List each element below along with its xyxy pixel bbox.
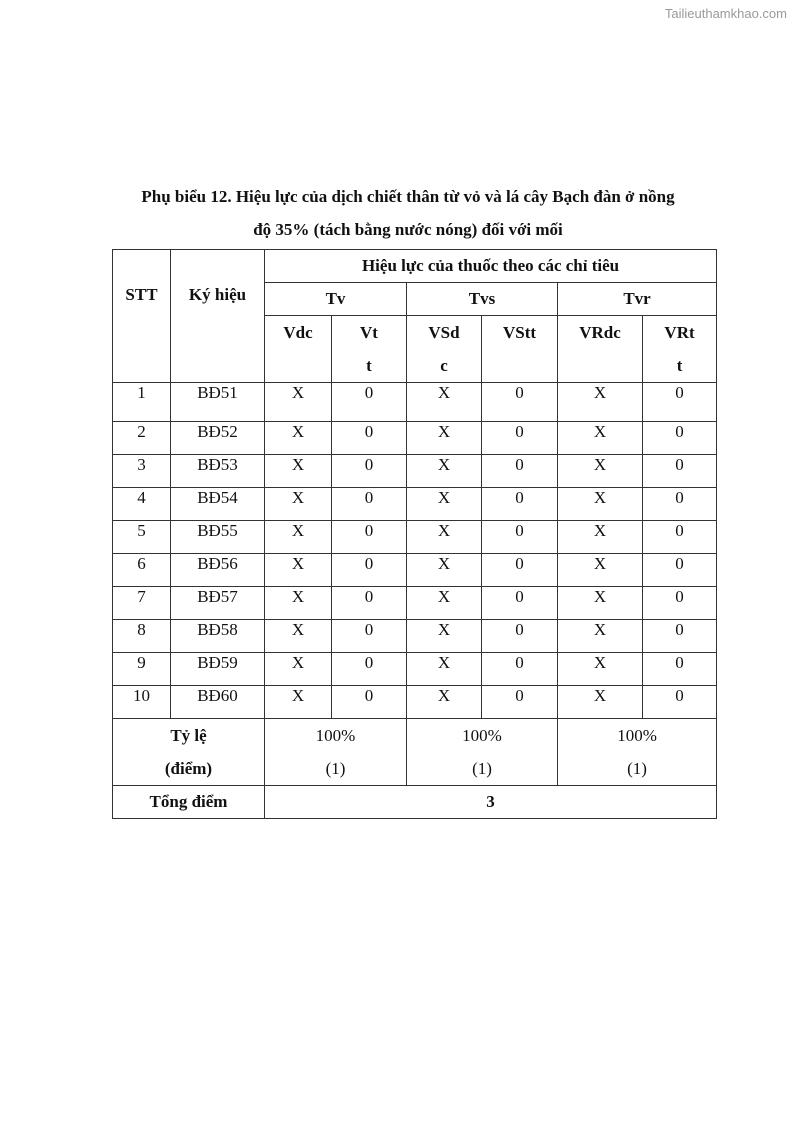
table-row (113, 587, 717, 620)
ratio-row (113, 719, 717, 786)
cell-vrtt: 0 (643, 686, 717, 719)
cell-vsdc: X (407, 587, 482, 620)
cell-vtt: 0 (332, 422, 407, 455)
cell-vtt: 0 (332, 554, 407, 587)
cell-stt: 7 (113, 587, 171, 620)
cell-vrdc: X (558, 455, 643, 488)
cell-vrdc: X (558, 521, 643, 554)
cell-code: BĐ53 (171, 455, 265, 488)
cell-code: BĐ58 (171, 620, 265, 653)
cell-vstt: 0 (482, 422, 558, 455)
cell-vdc: X (265, 383, 332, 422)
cell-vdc: X (265, 587, 332, 620)
cell-vrtt: 0 (643, 488, 717, 521)
cell-vdc: X (265, 521, 332, 554)
cell-vrdc: X (558, 488, 643, 521)
cell-vstt: 0 (482, 620, 558, 653)
cell-code: BĐ51 (171, 383, 265, 422)
cell-vrdc: X (558, 383, 643, 422)
cell-vstt: 0 (482, 587, 558, 620)
cell-vsdc: X (407, 686, 482, 719)
cell-vsdc: X (407, 383, 482, 422)
table-body (113, 250, 717, 819)
table-row (113, 686, 717, 719)
header-vrdc: VRdc (558, 316, 643, 383)
cell-vrdc: X (558, 620, 643, 653)
cell-code: BĐ52 (171, 422, 265, 455)
table-title-line-1: Phụ biểu 12. Hiệu lực của dịch chiết thân từ vỏ và lá cây Bạch đàn ở nồng (141, 187, 675, 206)
cell-vstt: 0 (482, 521, 558, 554)
header-group: Hiệu lực của thuốc theo các chỉ tiêu (265, 250, 717, 283)
header-vtt: Vt t (332, 316, 407, 383)
cell-stt: 4 (113, 488, 171, 521)
cell-code: BĐ54 (171, 488, 265, 521)
header-tvr: Tvr (558, 283, 717, 316)
ratio-tvr: 100% (1) (558, 719, 717, 786)
cell-stt: 9 (113, 653, 171, 686)
table-row (113, 620, 717, 653)
cell-code: BĐ60 (171, 686, 265, 719)
cell-vrtt: 0 (643, 422, 717, 455)
cell-vstt: 0 (482, 554, 558, 587)
cell-vstt: 0 (482, 686, 558, 719)
cell-stt: 2 (113, 422, 171, 455)
total-value: 3 (265, 786, 717, 819)
cell-vsdc: X (407, 620, 482, 653)
total-label: Tổng điểm (113, 786, 265, 819)
cell-vdc: X (265, 620, 332, 653)
cell-vstt: 0 (482, 488, 558, 521)
cell-code: BĐ55 (171, 521, 265, 554)
table-row (113, 521, 717, 554)
header-vdc: Vdc (265, 316, 332, 383)
cell-vsdc: X (407, 422, 482, 455)
header-tv: Tv (265, 283, 407, 316)
cell-vsdc: X (407, 554, 482, 587)
cell-vrdc: X (558, 422, 643, 455)
cell-vrtt: 0 (643, 554, 717, 587)
cell-vrdc: X (558, 653, 643, 686)
cell-vtt: 0 (332, 653, 407, 686)
cell-stt: 10 (113, 686, 171, 719)
cell-stt: 8 (113, 620, 171, 653)
cell-vtt: 0 (332, 587, 407, 620)
cell-vstt: 0 (482, 383, 558, 422)
cell-code: BĐ59 (171, 653, 265, 686)
cell-vrtt: 0 (643, 587, 717, 620)
header-tvs: Tvs (407, 283, 558, 316)
header-ky-hieu: Ký hiệu (171, 250, 265, 383)
cell-vtt: 0 (332, 488, 407, 521)
cell-vrtt: 0 (643, 455, 717, 488)
table-row (113, 422, 717, 455)
cell-vdc: X (265, 422, 332, 455)
cell-vsdc: X (407, 455, 482, 488)
cell-vtt: 0 (332, 686, 407, 719)
table-row (113, 455, 717, 488)
cell-vtt: 0 (332, 521, 407, 554)
cell-vrtt: 0 (643, 620, 717, 653)
cell-vtt: 0 (332, 620, 407, 653)
cell-vstt: 0 (482, 455, 558, 488)
header-vstt: VStt (482, 316, 558, 383)
cell-vdc: X (265, 554, 332, 587)
cell-vrtt: 0 (643, 653, 717, 686)
cell-vrdc: X (558, 587, 643, 620)
ratio-label: Tỷ lệ (điểm) (113, 719, 265, 786)
cell-vdc: X (265, 653, 332, 686)
cell-vsdc: X (407, 653, 482, 686)
ratio-tvs: 100% (1) (407, 719, 558, 786)
cell-vdc: X (265, 455, 332, 488)
total-row (113, 786, 717, 819)
cell-vtt: 0 (332, 383, 407, 422)
header-vrtt: VRt t (643, 316, 717, 383)
cell-vtt: 0 (332, 455, 407, 488)
cell-stt: 3 (113, 455, 171, 488)
cell-stt: 1 (113, 383, 171, 422)
table-title-line-2: độ 35% (tách bằng nước nóng) đối với mối (253, 220, 563, 239)
cell-code: BĐ56 (171, 554, 265, 587)
cell-vrtt: 0 (643, 383, 717, 422)
cell-code: BĐ57 (171, 587, 265, 620)
cell-vrtt: 0 (643, 521, 717, 554)
cell-vrdc: X (558, 554, 643, 587)
cell-vsdc: X (407, 488, 482, 521)
cell-vsdc: X (407, 521, 482, 554)
header-vsdc: VSd c (407, 316, 482, 383)
header-row-1 (113, 250, 717, 283)
cell-stt: 5 (113, 521, 171, 554)
table-row (113, 653, 717, 686)
table-row (113, 554, 717, 587)
cell-stt: 6 (113, 554, 171, 587)
results-table (112, 249, 717, 819)
header-stt: STT (113, 250, 171, 383)
watermark: Tailieuthamkhao.com (664, 6, 787, 21)
cell-vdc: X (265, 686, 332, 719)
cell-vdc: X (265, 488, 332, 521)
table-row (113, 488, 717, 521)
table-row (113, 383, 717, 422)
ratio-tv: 100% (1) (265, 719, 407, 786)
cell-vstt: 0 (482, 653, 558, 686)
cell-vrdc: X (558, 686, 643, 719)
